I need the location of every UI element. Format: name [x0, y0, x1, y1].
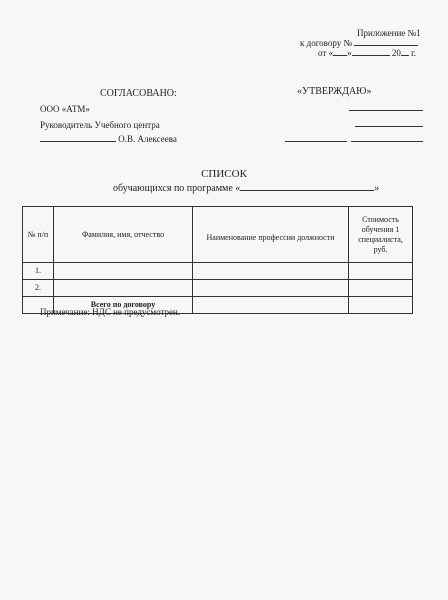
col-cost: Стоимость обучения 1 специалиста, руб.: [349, 207, 413, 263]
org-name: ООО «АТМ»: [40, 104, 90, 114]
table-row: [23, 280, 413, 297]
approve-signature-line: [285, 141, 347, 142]
col-full-name: Фамилия, имя, отчество: [54, 207, 193, 263]
date-mid: »: [347, 48, 352, 58]
date-month-blank: [352, 55, 390, 56]
program-blank: [240, 190, 374, 191]
date-year-blank: [401, 55, 409, 56]
students-table: [22, 206, 413, 314]
date-prefix: от «: [318, 48, 334, 58]
row-name: [54, 263, 193, 280]
approve-title: «УТВЕРЖДАЮ»: [297, 86, 372, 97]
signature-blank: [40, 141, 116, 142]
agreed-title: СОГЛАСОВАНО:: [100, 88, 177, 99]
program-suffix: »: [374, 183, 380, 194]
row-profession: [193, 263, 349, 280]
col-profession: Наименование профессии должности: [193, 207, 349, 263]
approve-line-1: [349, 110, 423, 111]
row-number: 2.: [23, 280, 54, 297]
date-day-blank: [333, 55, 347, 56]
approve-name-line: [351, 141, 423, 142]
approve-line-2: [355, 126, 423, 127]
table-row: [23, 263, 413, 280]
signer-name: О.В. Алексеева: [118, 134, 177, 144]
vat-note: Примечание: НДС не предусмотрен.: [40, 307, 181, 317]
appendix-label: Приложение №1: [357, 28, 421, 38]
col-number: № п/п: [23, 207, 54, 263]
table-header-row: [23, 207, 413, 263]
program-prefix: обучающихся по программе «: [113, 183, 241, 194]
contract-number-blank: [354, 45, 418, 46]
program-line: [113, 183, 379, 195]
date-year: 20: [391, 48, 401, 58]
date-suffix: г.: [411, 48, 417, 58]
total-empty-cell-2: [193, 297, 349, 314]
signer-line: [40, 134, 177, 145]
signer-position: Руководитель Учебного центра: [40, 120, 160, 130]
row-cost: [349, 263, 413, 280]
contract-date-line: [318, 48, 416, 59]
row-cost: [349, 280, 413, 297]
document-title: СПИСОК: [201, 168, 247, 180]
row-name: [54, 280, 193, 297]
total-value: [349, 297, 413, 314]
total-label: Всего по договору: [54, 297, 193, 314]
row-profession: [193, 280, 349, 297]
contract-prefix: к договору №: [300, 38, 353, 48]
row-number: 1.: [23, 263, 54, 280]
